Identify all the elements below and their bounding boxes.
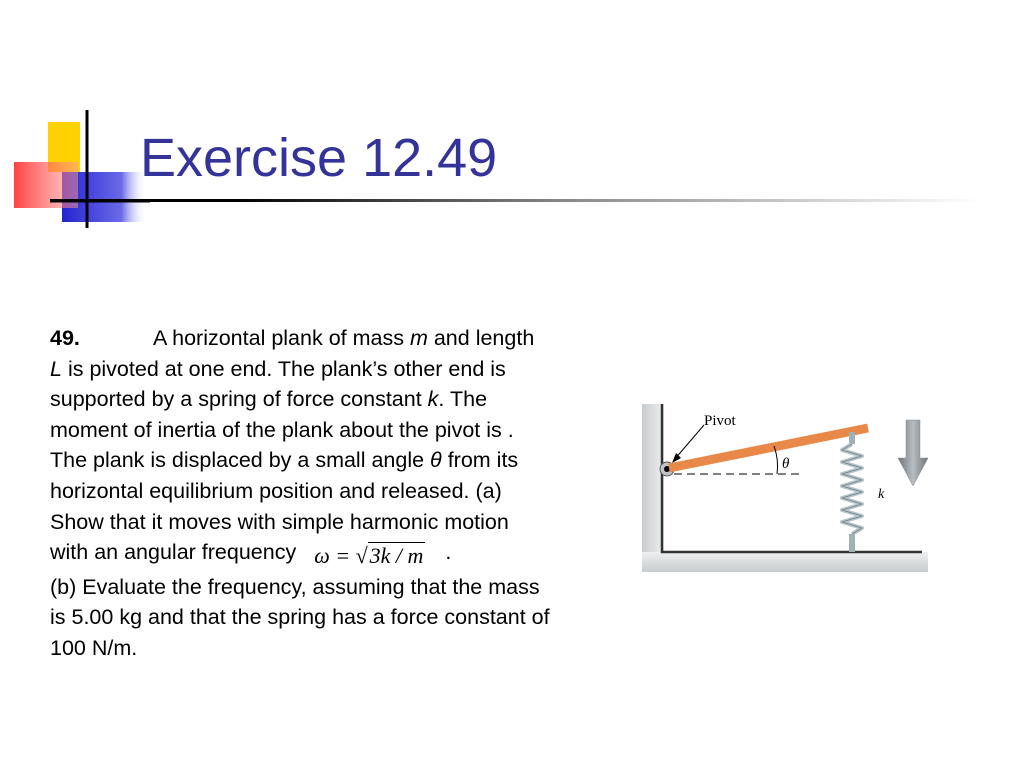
formula-lhs: ω = — [314, 543, 356, 569]
problem-part-a — [50, 323, 550, 572]
spring-constant-label: k — [878, 487, 885, 502]
plank — [669, 428, 868, 468]
problem-part-b: (b) Evaluate the frequency, assuming that the mass is 5.00 kg and that the spring has a force constant of 100 N/m. — [50, 574, 550, 660]
problem-text-5: from its horizontal equilibrium position and released. (a) Show that it moves with simple harmonic motion with an angular frequency — [50, 448, 519, 565]
slide-title: Exercise 12.49 — [140, 128, 498, 188]
title-underline — [50, 199, 980, 202]
variable-theta: θ — [430, 448, 442, 473]
problem-text-1: A horizontal plank of mass — [153, 326, 410, 350]
problem-number: 49. — [50, 326, 80, 350]
variable-k: k — [427, 387, 439, 412]
spring-bottom-rod — [849, 534, 855, 552]
variable-m: m — [409, 326, 428, 350]
problem-text-4: . The moment of inertia of the plank about the pivot is . The plank is displaced by a small angle — [50, 387, 514, 473]
problem-text — [50, 323, 550, 664]
title-decoration — [0, 0, 150, 240]
downward-motion-arrow — [898, 420, 928, 486]
formula-period: . — [445, 540, 452, 565]
wall-floor-edge — [662, 404, 922, 552]
wall — [642, 404, 664, 572]
problem-text-2: and length — [427, 326, 535, 350]
plank-spring-figure — [636, 398, 932, 576]
angle-label: θ — [782, 456, 790, 472]
spring-top-rod — [849, 432, 855, 444]
sqrt-expression: √3k / m — [355, 543, 424, 569]
formula-radicand: 3k / m — [369, 543, 424, 569]
floor — [642, 552, 928, 572]
pivot-leader-line — [674, 425, 704, 460]
variable-L: L — [50, 356, 62, 381]
angular-frequency-formula — [314, 541, 425, 572]
problem-text-3: is pivoted at one end. The plank’s other end is supported by a spring of force constant — [50, 356, 506, 412]
pivot-label: Pivot — [704, 413, 736, 429]
